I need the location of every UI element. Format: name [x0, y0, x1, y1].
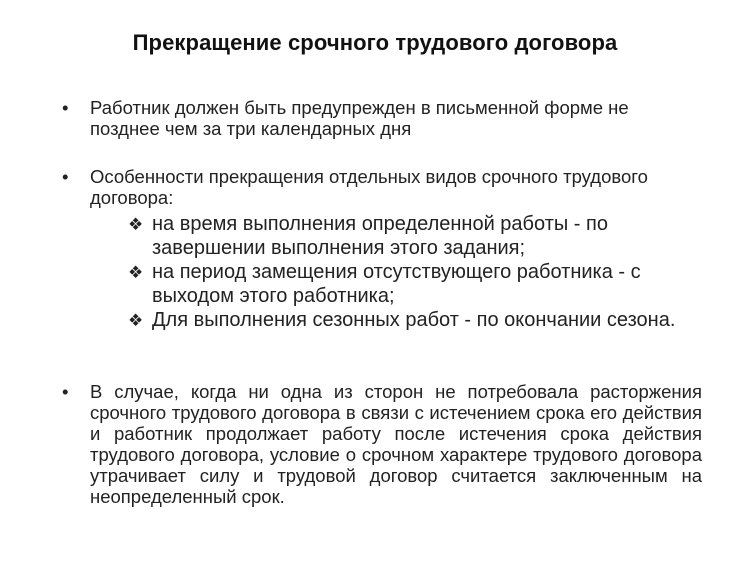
bullet-dot-icon: • [62, 166, 69, 187]
sub-bullet-text: на период замещения отсутствующего работника - с выходом этого работника; [152, 261, 641, 307]
bullet-item [62, 166, 702, 208]
bullet-item [62, 97, 702, 139]
bullet-dot-icon: • [62, 381, 69, 402]
sub-bullet-text: на время выполнения определенной работы - по завершении выполнения этого задания; [152, 213, 608, 259]
bullet-item [62, 381, 702, 507]
diamond-bullet-icon: ❖ [128, 311, 144, 330]
bullet-text: В случае, когда ни одна из сторон не потребовала расторжения срочного трудового договора в связи с истечением срока его действия и работник продолжает работу после истечения срока действия трудового договора, условие о срочном характере трудового договора утрачивает силу и трудовой договор считается заключенным на неопределенный срок. [90, 381, 702, 507]
bullet-dot-icon: • [62, 97, 69, 118]
sub-bullet-item [128, 212, 703, 260]
sub-bullet-item [128, 260, 703, 308]
bullet-text: Работник должен быть предупрежден в письменной форме не позднее чем за три календарных дня [90, 97, 629, 139]
sub-bullet-item [128, 308, 703, 332]
diamond-bullet-icon: ❖ [128, 215, 144, 234]
slide-title: Прекращение срочного трудового договора [132, 30, 618, 55]
diamond-bullet-icon: ❖ [128, 263, 144, 282]
sub-bullet-text: Для выполнения сезонных работ - по окончании сезона. [152, 309, 676, 331]
bullet-text: Особенности прекращения отдельных видов срочного трудового договора: [90, 166, 648, 208]
